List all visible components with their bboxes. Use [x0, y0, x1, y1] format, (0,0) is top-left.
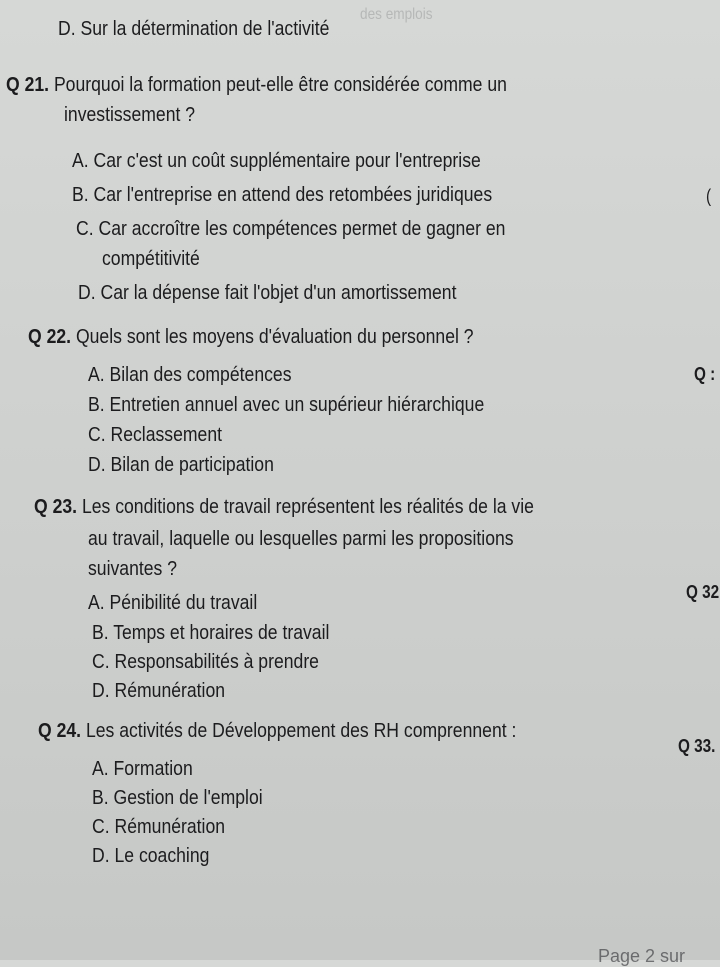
- margin-fragment-q33: Q 33.: [678, 736, 716, 756]
- question-22-option-a: A. Bilan des compétences: [88, 364, 292, 386]
- question-22-prompt: [28, 326, 474, 349]
- bleed-through-text: des emplois: [360, 6, 433, 23]
- header-fragment-option: D. Sur la détermination de l'activité: [58, 18, 330, 40]
- question-21-number: Q 21.: [6, 74, 50, 96]
- question-23-prompt: [34, 496, 534, 519]
- question-21-prompt: [6, 74, 507, 97]
- question-22-text: Quels sont les moyens d'évaluation du personnel ?: [75, 326, 474, 348]
- question-22-number: Q 22.: [28, 326, 72, 348]
- question-23-option-d: D. Rémunération: [92, 680, 226, 702]
- question-23-text-cont-2: suivantes ?: [88, 558, 178, 580]
- question-24-option-c: C. Rémunération: [92, 816, 226, 838]
- question-22-option-b: B. Entretien annuel avec un supérieur hiérarchique: [88, 394, 485, 416]
- question-22-option-d: D. Bilan de participation: [88, 454, 274, 476]
- question-24-option-d: D. Le coaching: [92, 845, 210, 867]
- question-21-option-c-cont: compétitivité: [102, 248, 200, 270]
- question-23-option-c: C. Responsabilités à prendre: [92, 651, 319, 673]
- question-24-text: Les activités de Développement des RH comprennent :: [85, 720, 517, 742]
- margin-fragment-q32: Q 32: [686, 582, 720, 602]
- question-22-option-c: C. Reclassement: [88, 424, 223, 446]
- question-21-option-c: C. Car accroître les compétences permet de gagner en: [76, 218, 506, 240]
- question-24-option-a: A. Formation: [92, 758, 193, 780]
- question-21-option-d: D. Car la dépense fait l'objet d'un amortissement: [78, 282, 457, 304]
- margin-fragment-paren: (: [706, 186, 712, 206]
- question-24-prompt: [38, 720, 516, 743]
- question-23-number: Q 23.: [34, 496, 78, 518]
- question-24-number: Q 24.: [38, 720, 82, 742]
- question-24-option-b: B. Gestion de l'emploi: [92, 787, 263, 809]
- question-23-text-cont-1: au travail, laquelle ou lesquelles parmi les propositions: [88, 528, 514, 550]
- page-footer-fragment: Page 2 sur: [598, 946, 686, 966]
- question-21-text-cont: investissement ?: [64, 104, 196, 126]
- margin-fragment-q: Q :: [694, 364, 716, 384]
- question-23-text: Les conditions de travail représentent les réalités de la vie: [81, 496, 534, 518]
- question-21-text: Pourquoi la formation peut-elle être considérée comme un: [53, 74, 507, 96]
- question-21-option-a: A. Car c'est un coût supplémentaire pour l'entreprise: [72, 150, 481, 172]
- question-23-option-b: B. Temps et horaires de travail: [92, 622, 330, 644]
- question-21-option-b: B. Car l'entreprise en attend des retombées juridiques: [72, 184, 493, 206]
- question-23-option-a: A. Pénibilité du travail: [88, 592, 258, 614]
